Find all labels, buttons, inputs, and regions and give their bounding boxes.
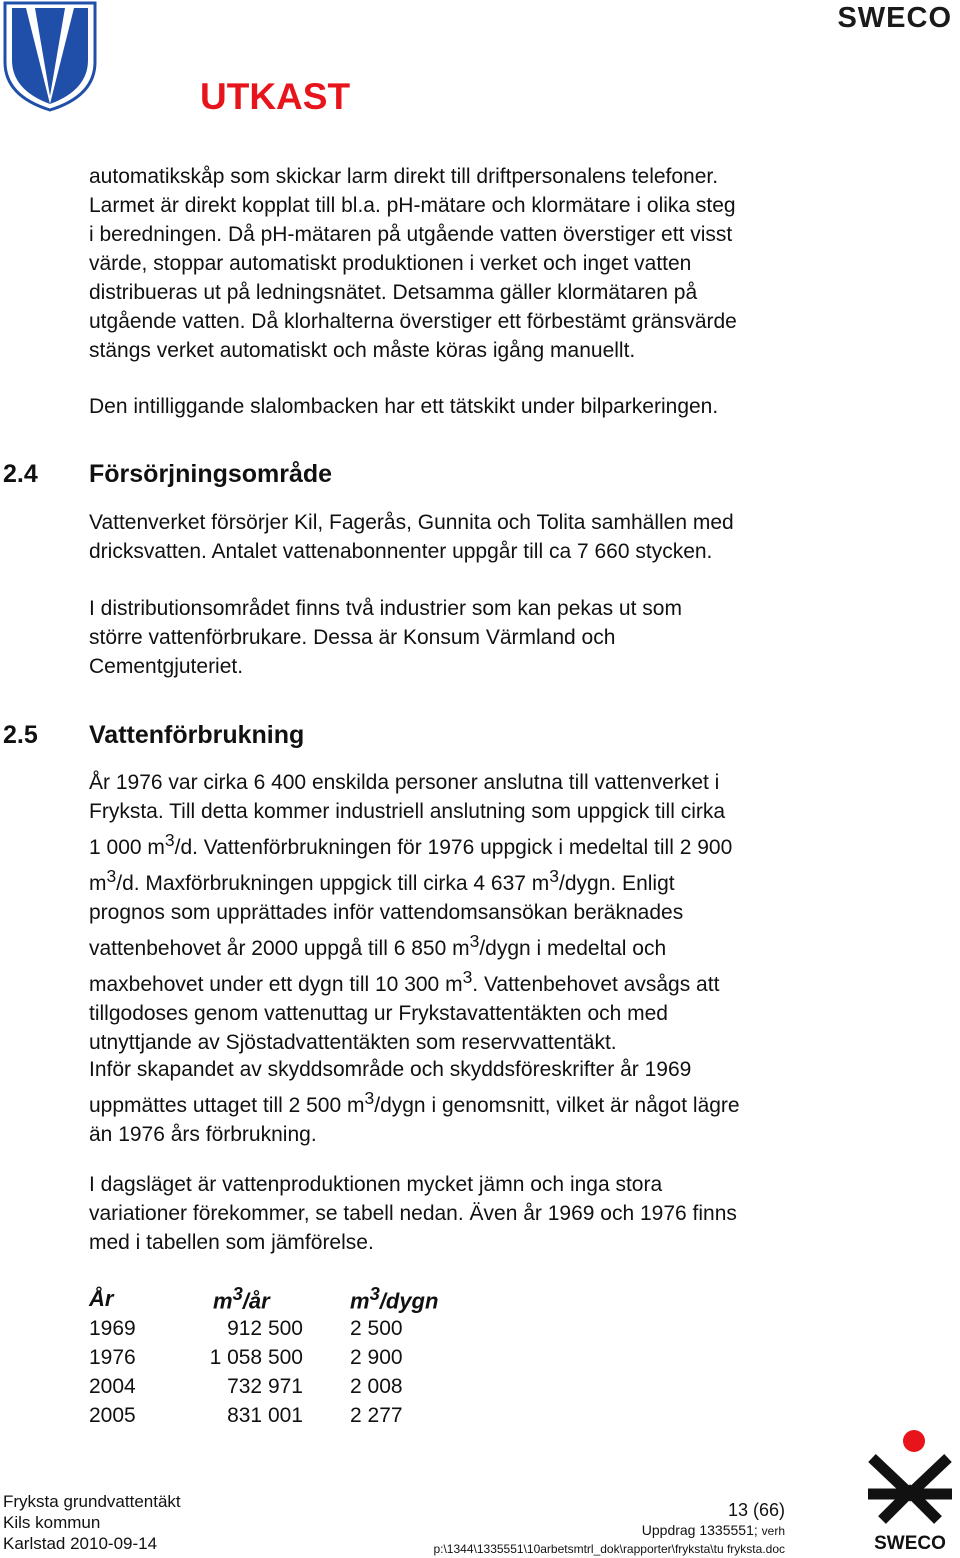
- section-heading-2-5: 2.5 Vattenförbrukning: [3, 721, 305, 749]
- paragraph-slalom: Den intilliggande slalombacken har ett tätskikt under bilparkeringen.: [89, 395, 719, 418]
- table-row: 2005 831 001 2 277: [89, 1403, 403, 1427]
- sweco-logo-icon: [864, 1428, 956, 1553]
- footer-client: Kils kommun: [3, 1513, 101, 1532]
- municipality-crest-icon: [2, 0, 98, 112]
- footer-place-date: Karlstad 2010-09-14: [3, 1534, 158, 1553]
- table-row: 2004 732 971 2 008: [89, 1374, 403, 1398]
- commission-number: Uppdrag 1335551; verh: [641, 1522, 785, 1538]
- paragraph-alarm: automatikskåp som skickar larm direkt till driftpersonalens telefoner. Larmet är direkt kopplat till bl.a. pH-mätare och klormätare i olika steg i beredningen. Då pH-mätaren på utgående vatten överstiger ett visst värde, stoppar automatiskt produktionen i verket och inget vatten distribueras ut på ledningsnätet. Detsamma gäller klormätaren på utgående vatten. Då klorhalterna överstiger ett förbestämt gränsvärde stängs verket automatiskt och måste köras igång manuellt.: [89, 165, 737, 362]
- column-header-year: År: [89, 1285, 114, 1311]
- sweco-logo-text: SWECO: [874, 1533, 946, 1553]
- column-header-per-day: $m^3$/dygn: [350, 1283, 439, 1314]
- consumption-table: [89, 1283, 470, 1430]
- footer-project: Fryksta grundvattentäkt: [3, 1492, 181, 1511]
- table-row: 1969 912 500 2 500: [89, 1316, 403, 1340]
- table-row: 1976 1 058 500 2 900: [89, 1345, 403, 1369]
- company-logo-text: SWECO: [837, 2, 952, 34]
- footer-left: [3, 1491, 181, 1554]
- footer-right: [433, 1499, 785, 1558]
- table-header-row: [89, 1283, 470, 1314]
- draft-label: UTKAST: [200, 76, 351, 117]
- page-number: 13 (66): [727, 1500, 785, 1520]
- column-header-per-year: $m^3/år$: [213, 1283, 270, 1314]
- paragraph-consumption: År 1976 var cirka 6 400 enskilda personer anslutna till vattenverket i Fryksta. Till detta kommer industriell anslutning som uppgick till cirka 1 000 $m^3/d$. Vattenförbrukningen för 1976 uppgick i medeltal till 2 900 $m^3/d$. Maxförbrukningen uppgick till cirka 4 637 $m^3$/dygn. Enligt prognos som upprättades inför vattendomsansökan beräknades vattenbehovet år 2000 uppgå till 6 850 $m^3$/dygn i medeltal och maxbehovet under ett dygn till 10 300 $m^3$. Vattenbehovet avsågs att tillgodoses genom vattenuttag ur Frykstavattentäkten och med utnyttjande av Sjöstadvattentäkten som reservvattentäkt.: [89, 771, 733, 1054]
- paragraph-1969-measurement: Inför skapandet av skyddsområde och skyddsföreskrifter år 1969 uppmättes uttaget till 2 500 $m^3$/dygn i genomsnitt, vilket är något lägre än 1976 års förbrukning.: [89, 1058, 740, 1146]
- section-heading-2-4: 2.4 Försörjningsområde: [3, 460, 333, 488]
- paragraph-current-situation: I dagsläget är vattenproduktionen mycket jämn och inga stora variationer förekommer, se tabell nedan. Även år 1969 och 1976 finns med i tabellen som jämförelse.: [89, 1173, 737, 1254]
- file-path: p:\1344\1335551\10arbetsmtrl_dok\rapporter\fryksta\tu fryksta.doc: [433, 1542, 785, 1556]
- paragraph-industries: I distributionsområdet finns två industrier som kan pekas ut som större vattenförbrukare. Dessa är Konsum Värmland och Cementgjuteriet.: [89, 597, 682, 678]
- paragraph-supply-area: Vattenverket försörjer Kil, Fagerås, Gunnita och Tolita samhällen med dricksvatten. Antalet vattenabonnenter uppgår till ca 7 660 stycken.: [89, 511, 734, 563]
